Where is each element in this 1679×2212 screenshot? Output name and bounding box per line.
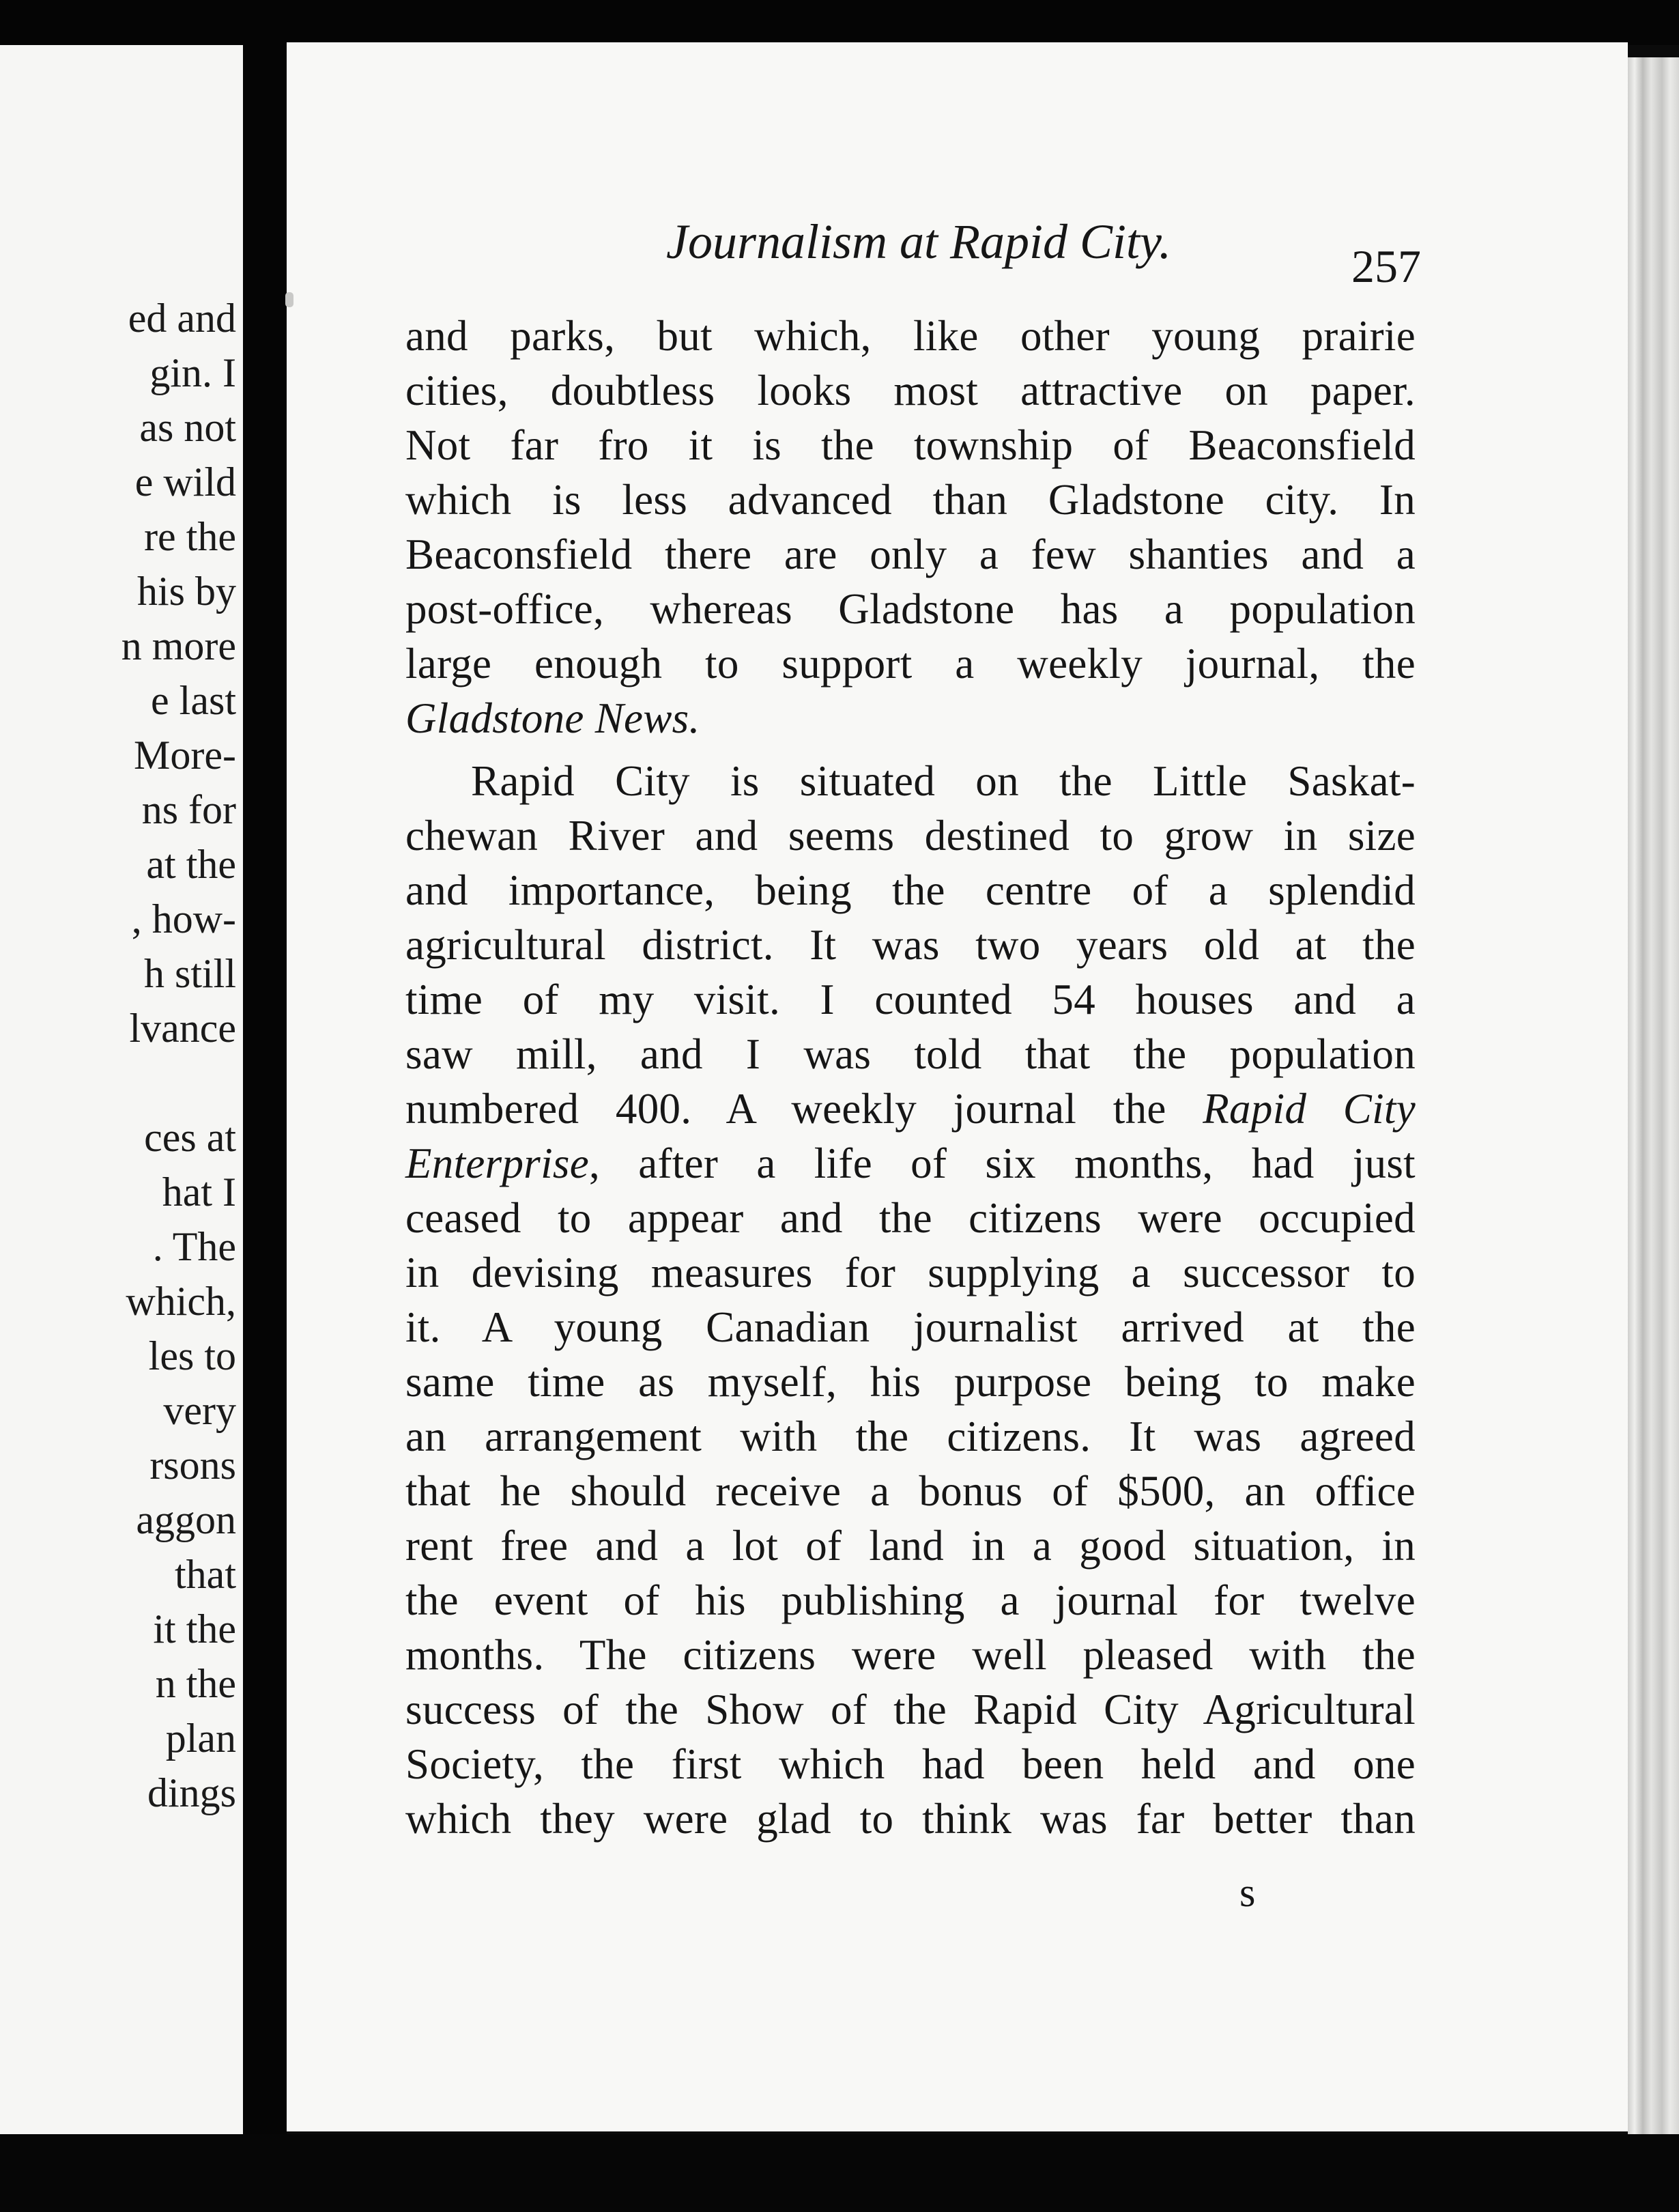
- left-page-line: hat I: [162, 1169, 236, 1215]
- scan-bottom-border: [0, 2134, 1679, 2212]
- left-page-line: e last: [151, 678, 236, 723]
- text-line: Not far fro it is the township of Beaconsfield: [405, 421, 1416, 469]
- newspaper-title: Gladstone News.: [405, 694, 700, 742]
- text-line: [405, 691, 1416, 746]
- text-line: Rapid City is situated on the Little Saskat-: [471, 757, 1416, 805]
- text-line: cities, doubtless looks most attractive on paper.: [405, 367, 1416, 414]
- text-line: in devising measures for supplying a successor to: [405, 1249, 1416, 1296]
- text-line: and importance, being the centre of a splendid: [405, 866, 1416, 914]
- left-page-line: . The: [152, 1224, 236, 1269]
- newspaper-title: Rapid City: [1203, 1085, 1416, 1133]
- book-gutter: [243, 0, 287, 2212]
- left-page-line: it the: [153, 1606, 236, 1651]
- page-number: 257: [1351, 240, 1421, 292]
- running-head: Journalism at Rapid City.: [666, 214, 1172, 269]
- text-line: an arrangement with the citizens. It was agreed: [405, 1413, 1416, 1460]
- text-line: agricultural district. It was two years old at the: [405, 921, 1416, 969]
- text-run: numbered 400. A weekly journal the: [405, 1085, 1203, 1133]
- left-page-line: ces at: [144, 1115, 236, 1160]
- text-line: months. The citizens were well pleased with the: [405, 1631, 1416, 1679]
- text-line: that he should receive a bonus of $500, an office: [405, 1467, 1416, 1515]
- left-page-line: e wild: [134, 459, 236, 505]
- text-line: which they were glad to think was far better than: [405, 1795, 1416, 1843]
- text-line: and parks, but which, like other young prairie: [405, 312, 1416, 360]
- text-line: time of my visit. I counted 54 houses and a: [405, 976, 1416, 1023]
- left-page-line: plan: [165, 1716, 236, 1761]
- left-page-line: les to: [148, 1333, 236, 1378]
- text-line: it. A young Canadian journalist arrived at the: [405, 1303, 1416, 1351]
- text-line: [405, 1081, 1416, 1136]
- left-page-line: aggon: [136, 1497, 236, 1542]
- left-page-line: lvance: [129, 1006, 236, 1051]
- left-page-line: which,: [126, 1279, 236, 1324]
- left-page-line: n the: [155, 1661, 236, 1706]
- left-page-line: that: [175, 1552, 236, 1597]
- body-text: [405, 309, 1416, 1846]
- text-line: ceased to appear and the citizens were occupied: [405, 1194, 1416, 1242]
- text-line: the event of his publishing a journal for twelve: [405, 1576, 1416, 1624]
- left-page-line: as not: [139, 405, 236, 450]
- left-page-line: n more: [121, 623, 236, 668]
- left-page-line: More-: [134, 733, 236, 778]
- left-page: [0, 45, 243, 2134]
- text-line: large enough to support a weekly journal, the: [405, 640, 1416, 687]
- text-line: which is less advanced than Gladstone city. In: [405, 476, 1416, 524]
- left-page-line: gin. I: [149, 350, 236, 395]
- text-line: success of the Show of the Rapid City Agricultural: [405, 1686, 1416, 1733]
- left-page-line: h still: [143, 951, 236, 996]
- left-page-line: ed and: [128, 296, 236, 341]
- margin-speck: [285, 292, 293, 307]
- text-line: post-office, whereas Gladstone has a population: [405, 585, 1416, 633]
- left-page-line: rsons: [149, 1443, 236, 1488]
- left-page-line: dings: [147, 1770, 236, 1815]
- left-page-line: re the: [144, 514, 236, 559]
- text-line: Beaconsfield there are only a few shanties and a: [405, 530, 1416, 578]
- text-line: chewan River and seems destined to grow in size: [405, 812, 1416, 860]
- text-line: [405, 1136, 1416, 1191]
- left-page-line: very: [163, 1388, 236, 1433]
- text-run: , after a life of six months, had just: [588, 1139, 1416, 1187]
- text-line: saw mill, and I was told that the population: [405, 1030, 1416, 1078]
- left-page-line: ns for: [141, 787, 236, 832]
- left-page-line: at the: [146, 842, 236, 887]
- text-line: same time as myself, his purpose being to make: [405, 1358, 1416, 1406]
- left-page-line: , how-: [131, 896, 236, 941]
- text-line: rent free and a lot of land in a good situation, in: [405, 1522, 1416, 1570]
- page-edge: [1628, 57, 1679, 2146]
- text-line: Society, the first which had been held and one: [405, 1740, 1416, 1788]
- signature-mark: s: [1239, 1870, 1256, 1915]
- newspaper-title: Enterprise: [405, 1139, 589, 1187]
- left-page-line: his by: [137, 569, 236, 614]
